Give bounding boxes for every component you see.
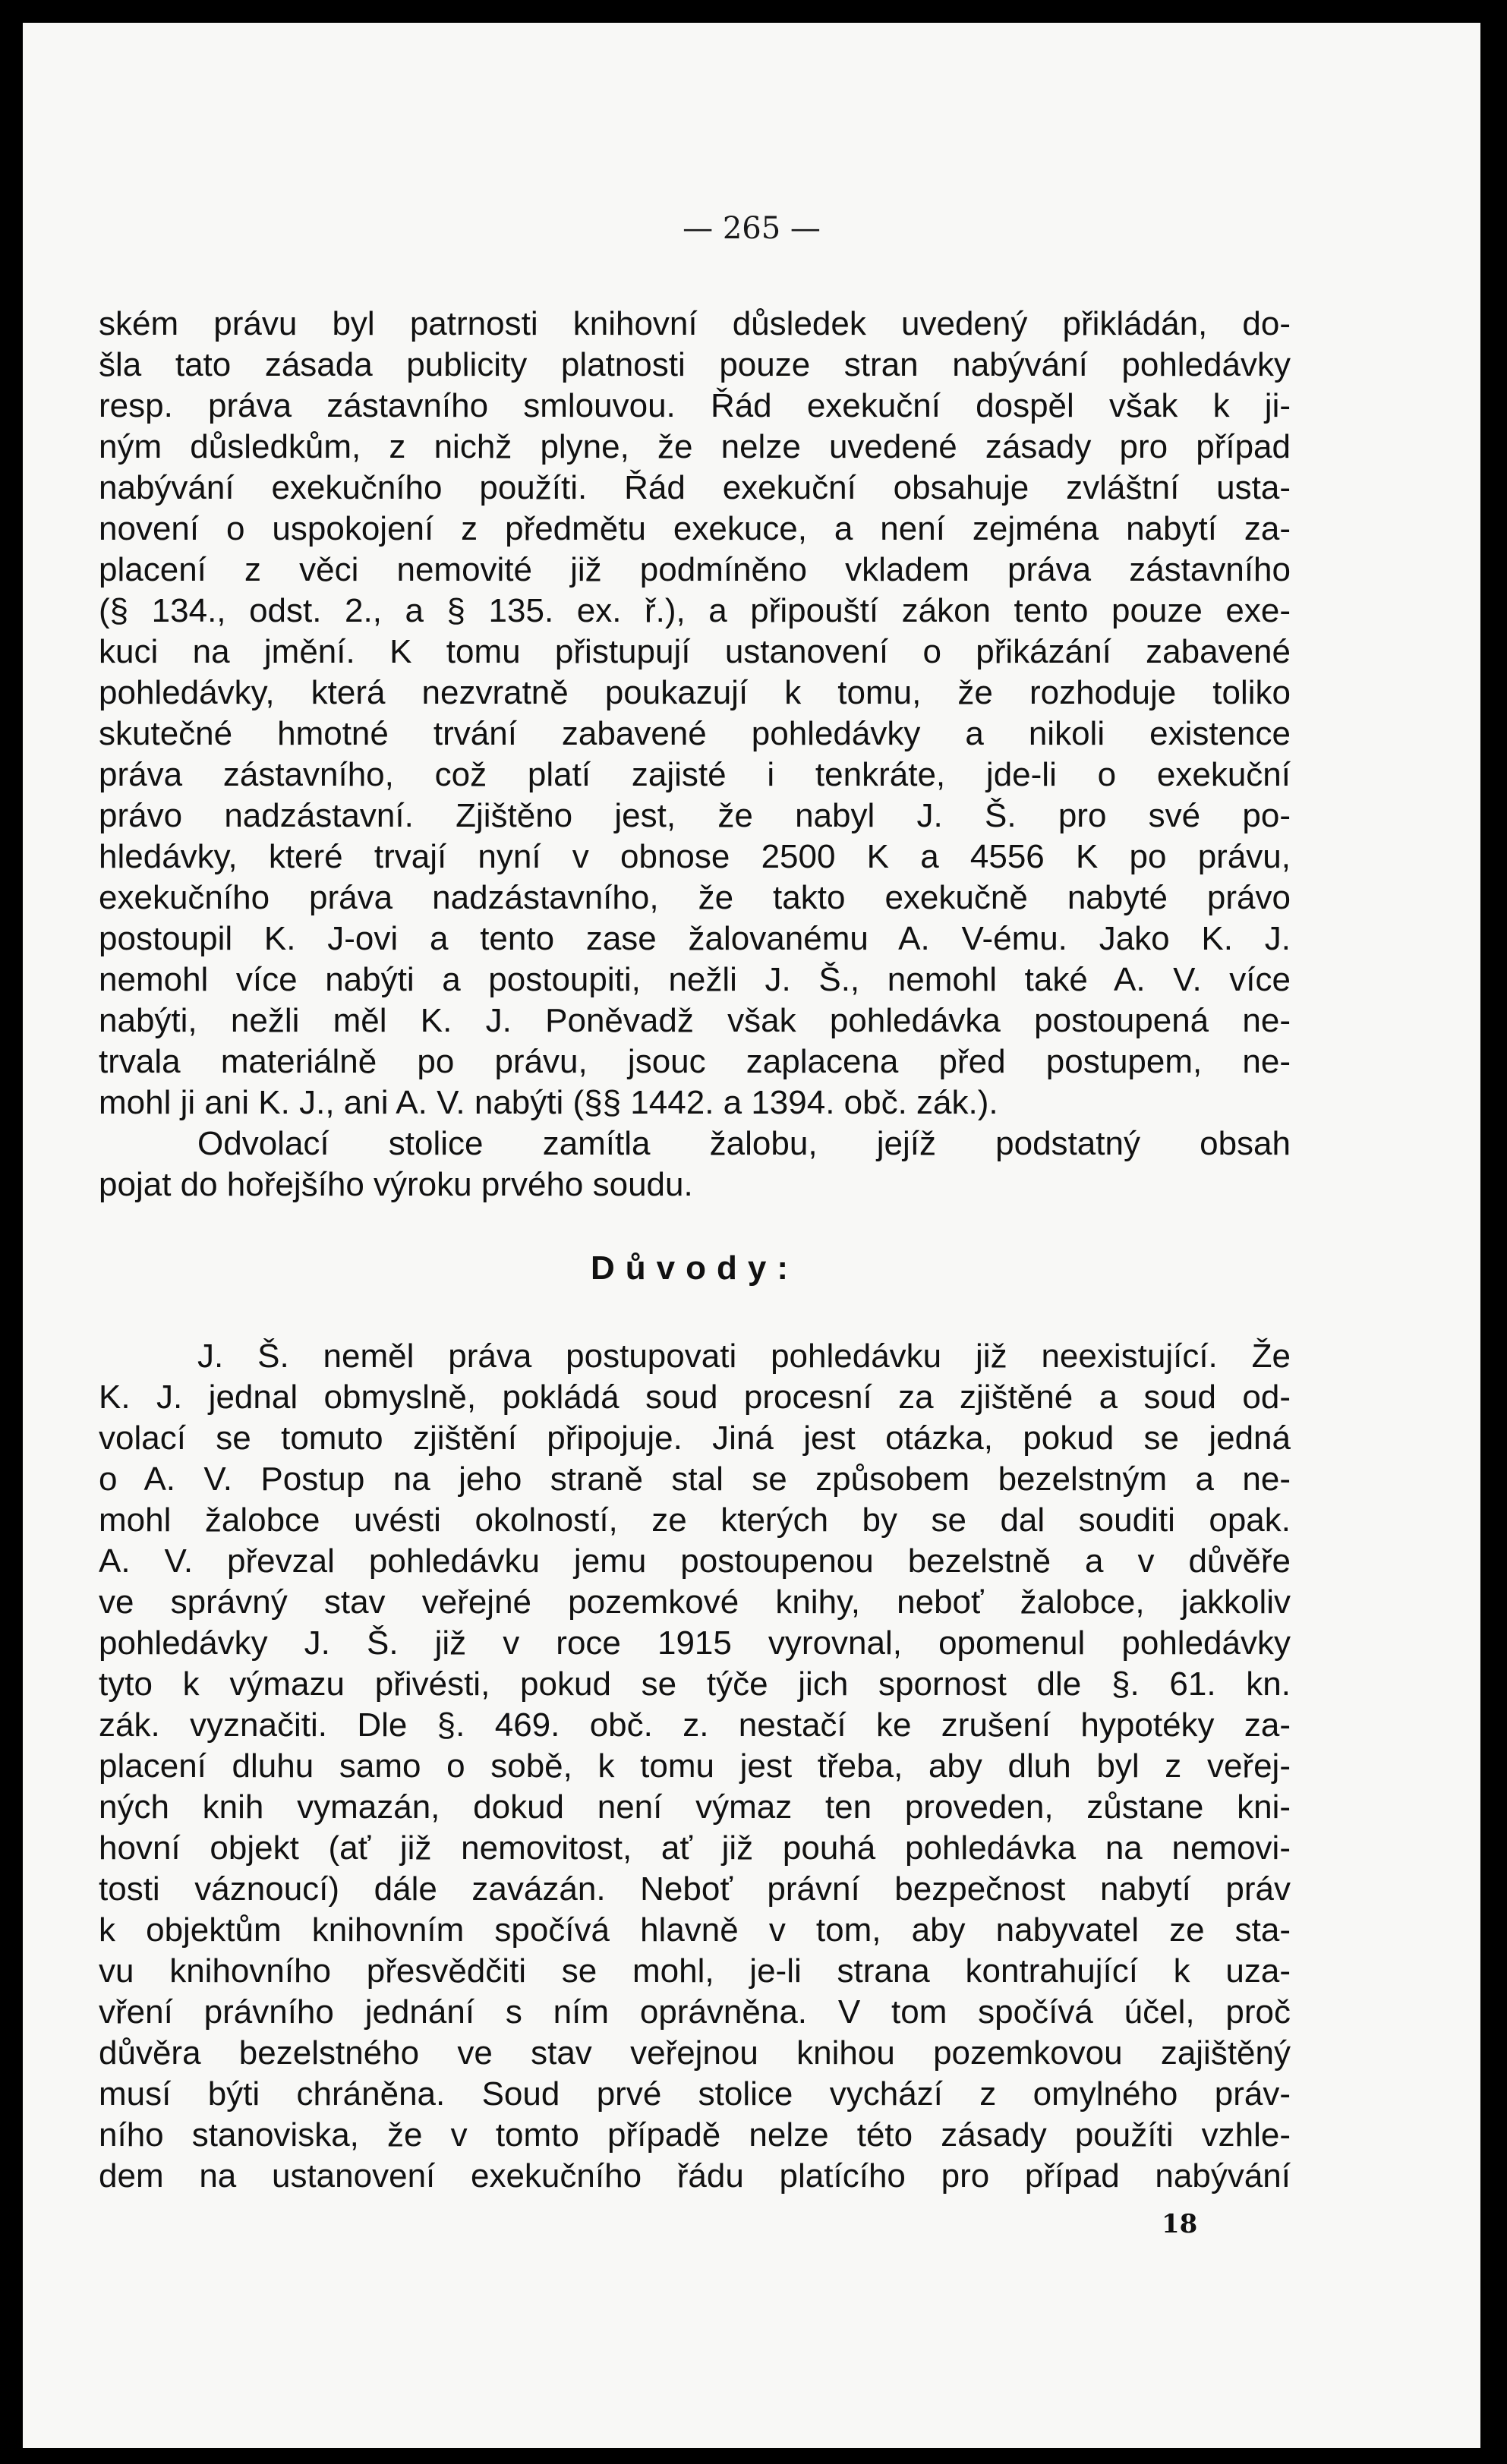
text-line: Odvolací stolice zamítla žalobu, jejíž podstatný obsah: [197, 1125, 1291, 1162]
text-line: práva zástavního, což platí zajisté i tenkráte, jde-li o exekuční: [99, 756, 1291, 793]
text-line: postoupil K. J-ovi a tento zase žalovanému A. V-ému. Jako K. J.: [99, 920, 1291, 957]
text-line: tosti váznoucí) dále zavázán. Neboť právní bezpečnost nabytí práv: [99, 1870, 1291, 1908]
text-line: ního stanoviska, že v tomto případě nelze této zásady použíti vzhle-: [99, 2116, 1291, 2154]
text-line: resp. práva zástavního smlouvou. Řád exekuční dospěl však k ji-: [99, 387, 1291, 424]
text-line: k objektům knihovním spočívá hlavně v tom, aby nabyvatel ze sta-: [99, 1911, 1291, 1949]
text-line: placení dluhu samo o sobě, k tomu jest třeba, aby dluh byl z veřej-: [99, 1747, 1291, 1785]
text-line: dem na ustanovení exekučního řádu platícího pro případ nabývání: [99, 2157, 1291, 2195]
text-line: placení z věci nemovité již podmíněno vkladem práva zástavního: [99, 551, 1291, 588]
text-line: J. Š. neměl práva postupovati pohledávku již neexistující. Že: [197, 1338, 1291, 1375]
paragraph-3: [99, 1336, 1291, 2197]
text-line: skutečné hmotné trvání zabavené pohledávky a nikoli existence: [99, 715, 1291, 752]
text-line: tyto k výmazu přivésti, pokud se týče jich spornost dle §. 61. kn.: [99, 1665, 1291, 1703]
text-line: vření právního jednání s ním oprávněna. V tom spočívá účel, proč: [99, 1993, 1291, 2031]
text-line: nabýti, nežli měl K. J. Poněvadž však pohledávka postoupená ne-: [99, 1002, 1291, 1039]
text-line: ve správný stav veřejné pozemkové knihy, neboť žalobce, jakkoliv: [99, 1583, 1291, 1621]
text-line: (§ 134., odst. 2., a § 135. ex. ř.), a připouští zákon tento pouze exe-: [99, 592, 1291, 629]
text-line: ském právu byl patrnosti knihovní důsledek uvedený přikládán, do-: [99, 305, 1291, 342]
text-line: ných knih vymazán, dokud není výmaz ten proveden, zůstane kni-: [99, 1788, 1291, 1826]
document-page: [23, 23, 1480, 2448]
text-line: trvala materiálně po právu, jsouc zaplacena před postupem, ne-: [99, 1043, 1291, 1080]
text-line: důvěra bezelstného ve stav veřejnou knihou pozemkovou zajištěný: [99, 2034, 1291, 2072]
text-line: šla tato zásada publicity platnosti pouze stran nabývání pohledávky: [99, 346, 1291, 383]
text-line: nemohl více nabýti a postoupiti, nežli J. Š., nemohl také A. V. více: [99, 961, 1291, 998]
text-line: ným důsledkům, z nichž plyne, že nelze uvedené zásady pro případ: [99, 428, 1291, 465]
text-line: pohledávky, která nezvratně poukazují k tomu, že rozhoduje toliko: [99, 674, 1291, 711]
text-line: exekučního práva nadzástavního, že takto exekučně nabyté právo: [99, 879, 1291, 916]
text-line: o A. V. Postup na jeho straně stal se způsobem bezelstným a ne-: [99, 1460, 1291, 1498]
body-text: [99, 304, 1291, 2197]
text-line: A. V. převzal pohledávku jemu postoupenou bezelstně a v důvěře: [99, 1542, 1291, 1580]
text-line: vu knihovního přesvědčiti se mohl, je-li strana kontrahující k uza-: [99, 1952, 1291, 1990]
text-line: pohledávky J. Š. již v roce 1915 vyrovnal, opomenul pohledávky: [99, 1624, 1291, 1662]
text-line: právo nadzástavní. Zjištěno jest, že nabyl J. Š. pro své po-: [99, 797, 1291, 834]
text-line: mohl žalobce uvésti okolností, ze kterých by se dal souditi opak.: [99, 1501, 1291, 1539]
signature-mark: 18: [1162, 2209, 1198, 2239]
page-number: — 265 —: [683, 211, 821, 246]
text-line: hledávky, které trvají nyní v obnose 2500 K a 4556 K po právu,: [99, 838, 1291, 875]
text-line: novení o uspokojení z předmětu exekuce, a není zejména nabytí za-: [99, 510, 1291, 547]
paragraph-1: [99, 304, 1291, 1123]
text-line: pojat do hořejšího výroku prvého soudu.: [99, 1166, 693, 1203]
text-line: hovní objekt (ať již nemovitost, ať již pouhá pohledávka na nemovi-: [99, 1829, 1291, 1867]
paragraph-2: [99, 1123, 1291, 1205]
section-heading: Důvody:: [591, 1249, 799, 1287]
text-line: nabývání exekučního použíti. Řád exekuční obsahuje zvláštní usta-: [99, 469, 1291, 506]
text-line: mohl ji ani K. J., ani A. V. nabýti (§§ 1442. a 1394. obč. zák.).: [99, 1084, 998, 1121]
text-line: K. J. jednal obmyslně, pokládá soud procesní za zjištěné a soud od-: [99, 1379, 1291, 1416]
text-line: zák. vyznačiti. Dle §. 469. obč. z. nestačí ke zrušení hypotéky za-: [99, 1706, 1291, 1744]
text-line: volací se tomuto zjištění připojuje. Jiná jest otázka, pokud se jedná: [99, 1419, 1291, 1457]
text-line: musí býti chráněna. Soud prvé stolice vychází z omylného práv-: [99, 2075, 1291, 2113]
text-line: kuci na jmění. K tomu přistupují ustanovení o přikázání zabavené: [99, 633, 1291, 670]
